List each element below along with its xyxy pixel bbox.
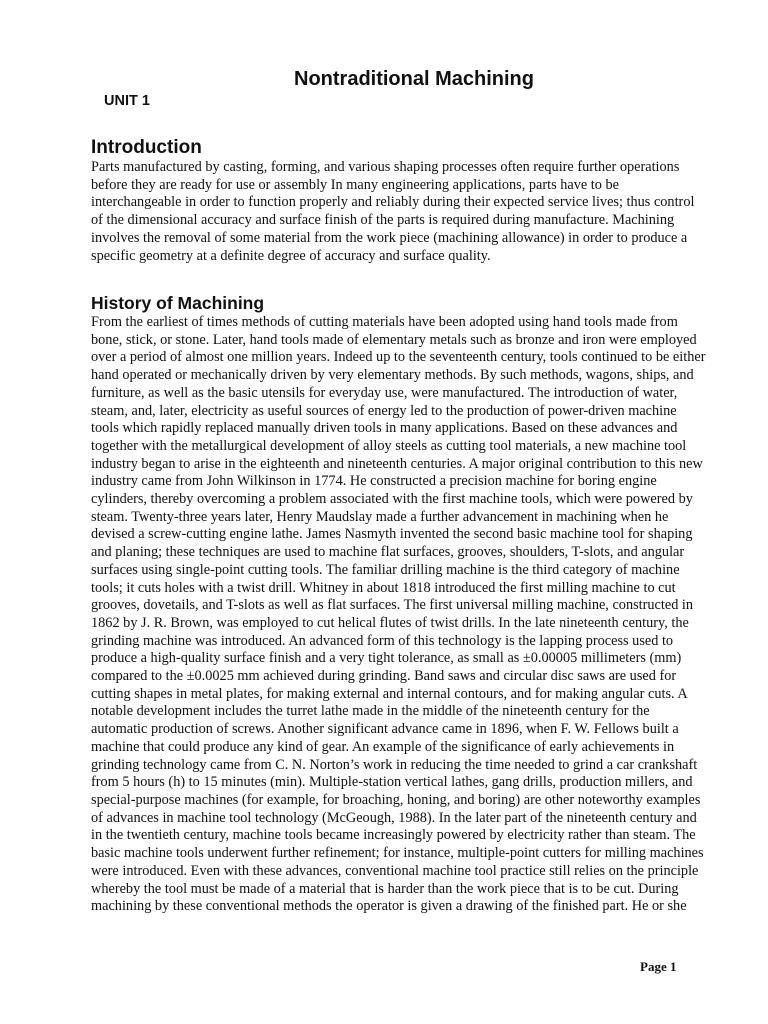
history-heading: History of Machining — [91, 293, 265, 313]
page-number: Page 1 — [640, 959, 677, 974]
document-title: Nontraditional Machining — [294, 68, 534, 90]
introduction-heading: Introduction — [91, 137, 202, 158]
introduction-paragraph: Parts manufactured by casting, forming, and various shaping processes often require further operations before they are ready for use or assembly In many engineering applications, parts have to be interchangeable in order to function properly and reliably during their expected service lives; thus control of the dimensional accuracy and surface finish of the parts is required during manufacture. Machining involves the removal of some material from the work piece (machining allowance) in order to produce a specific geometry at a definite degree of accuracy and surface quality. — [91, 159, 695, 264]
history-paragraph: From the earliest of times methods of cutting materials have been adopted using hand tools made from bone, stick, or stone. Later, hand tools made of elementary metals such as bronze and iron were employed over a period of almost one million years. Indeed up to the seventeenth century, tools continued to be either hand operated or mechanically driven by very elementary methods. By such methods, wagons, ships, and furniture, as well as the basic utensils for everyday use, were manufactured. The introduction of water, steam, and, later, electricity as useful sources of energy led to the production of power-driven machine tools which rapidly replaced manually driven tools in many applications. Based on these advances and together with the metallurgical development of alloy steels as cutting tool materials, a new machine tool industry began to arise in the eighteenth and nineteenth centuries. A major original contribution to this new industry came from John Wilkinson in 1774. He constructed a precision machine for boring engine cylinders, thereby overcoming a problem associated with the first machine tools, which were powered by steam. Twenty-three years later, Henry Maudslay made a further advancement in machining when he devised a screw-cutting engine lathe. James Nasmyth invented the second basic machine tool for shaping and planing; these techniques are used to machine flat surfaces, grooves, shoulders, T-slots, and angular surfaces using single-point cutting tools. The familiar drilling machine is the third category of machine tools; it cuts holes with a twist drill. Whitney in about 1818 introduced the first milling machine to cut grooves, dovetails, and T-slots as well as flat surfaces. The first universal milling machine, constructed in 1862 by J. R. Brown, was employed to cut helical flutes of twist drills. In the late nineteenth century, the grinding machine was introduced. An advanced form of this technology is the lapping process used to produce a high-quality surface finish and a very tight tolerance, as small as ±0.00005 millimeters (mm) compared to the ±0.0025 mm achieved during grinding. Band saws and circular disc saws are used for cutting shapes in metal plates, for making external and internal contours, and for making angular cuts. A notable development includes the turret lathe made in the middle of the nineteenth century for the automatic production of screws. Another significant advance came in 1896, when F. W. Fellows built a machine that could produce any kind of gear. An example of the significance of early achievements in grinding technology came from C. N. Norton’s work in reducing the time needed to grind a car crankshaft from 5 hours (h) to 15 minutes (min). Multiple-station vertical lathes, gang drills, production millers, and special-purpose machines (for example, for broaching, honing, and boring) are other noteworthy examples of advances in machine tool technology (McGeough, 1988). In the later part of the nineteenth century and in the twentieth century, machine tools became increasingly powered by electricity rather than steam. The basic machine tools underwent further refinement; for instance, multiple-point cutters for milling machines were introduced. Even with these advances, conventional machine tool practice still relies on the principle whereby the tool must be made of a material that is harder than the work piece that is to be cut. During machining by these conventional methods the operator is given a drawing of the finished part. He or she — [91, 314, 706, 915]
unit-label: UNIT 1 — [104, 93, 150, 109]
